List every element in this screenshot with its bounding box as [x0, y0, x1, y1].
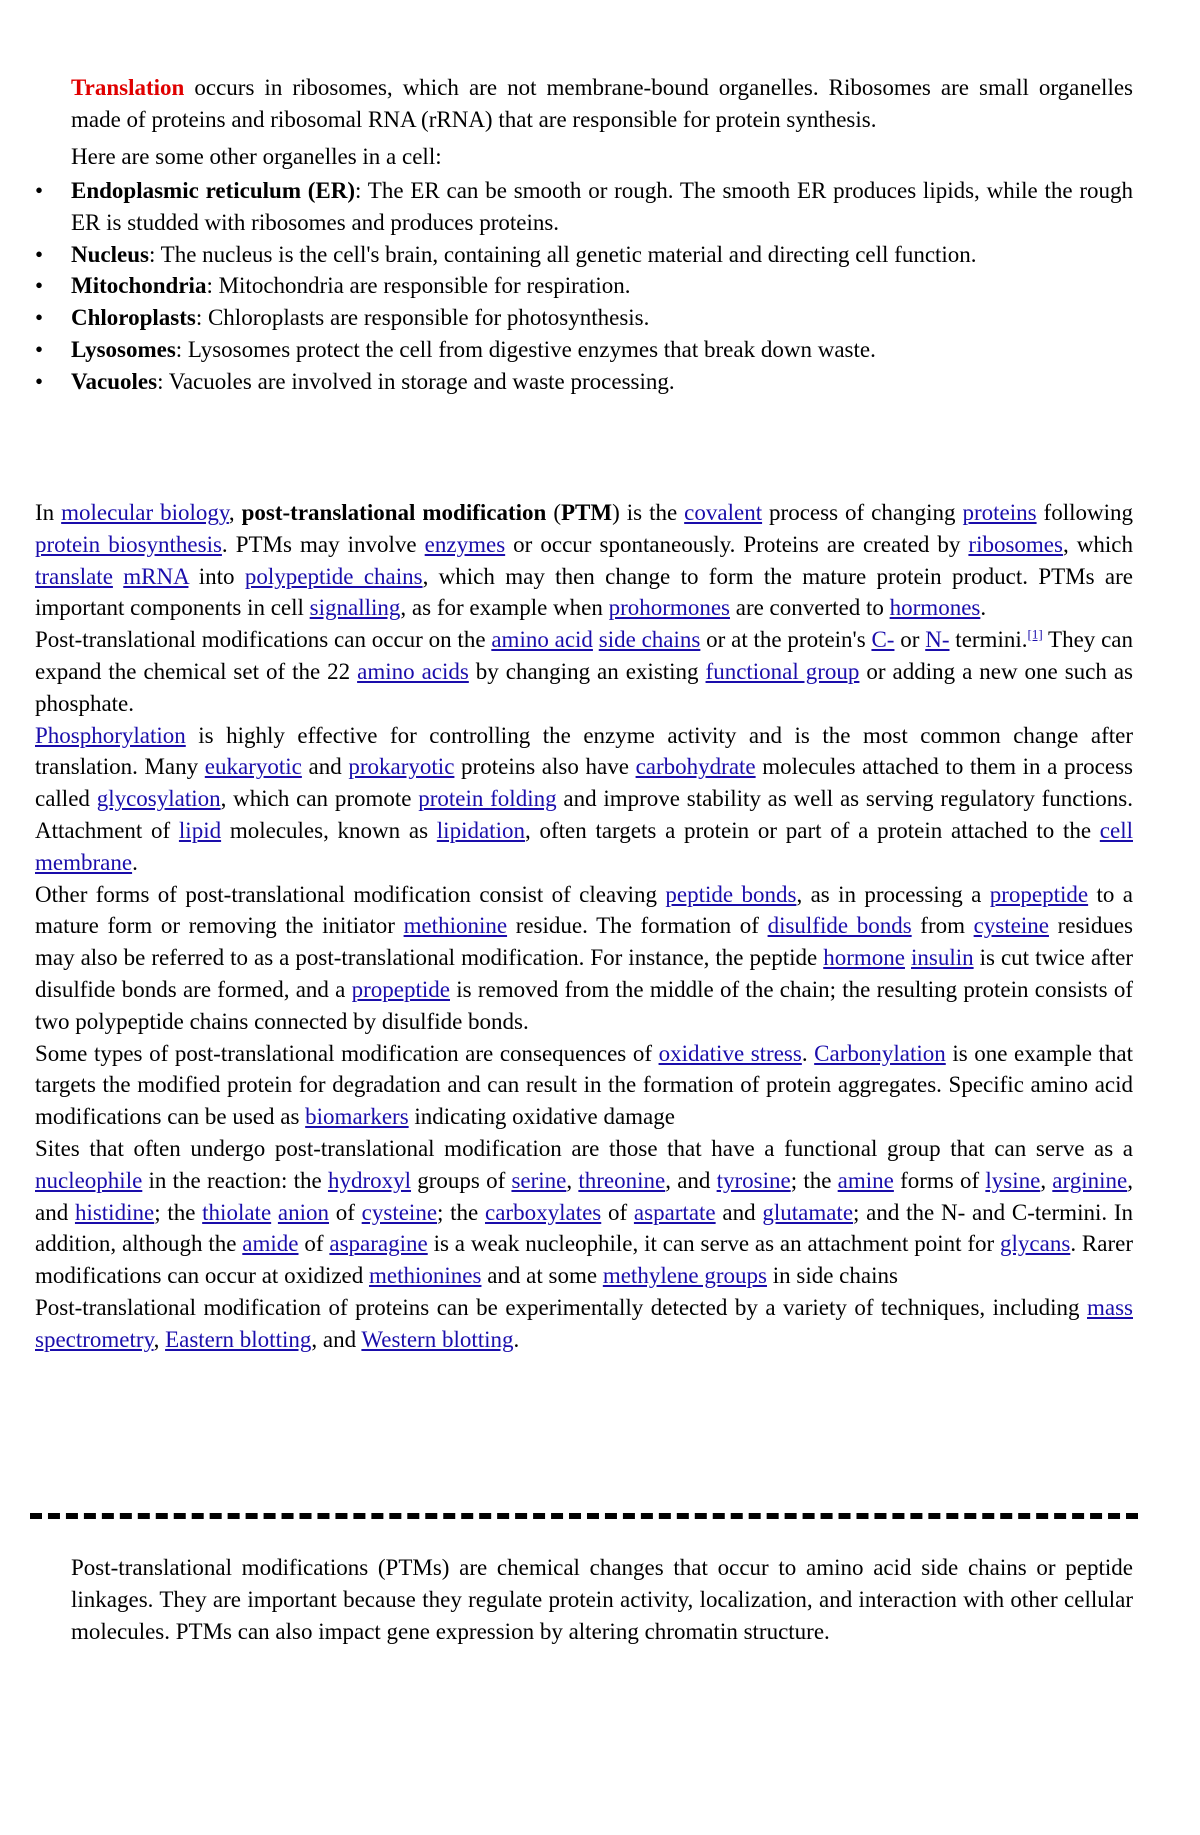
text-run: They can expand the chemical set of the 22 [35, 627, 1134, 684]
text-run: ) is the [612, 500, 685, 525]
text-run: , and [311, 1326, 362, 1352]
text-run: is cut twice after disulfide bonds are formed, and a [35, 945, 1134, 1002]
text-run: . [801, 1040, 815, 1066]
link-glutamate[interactable]: glutamate [762, 1199, 854, 1225]
link-carbohydrate[interactable]: carbohydrate [635, 754, 756, 780]
text-run: of [601, 1199, 634, 1225]
intro-section [71, 72, 1133, 172]
link-peptide-bonds[interactable]: peptide bonds [665, 881, 797, 907]
text-run: ; the [437, 1199, 486, 1225]
text-run: Post-translational modification of proteins can be experimentally detected by a variety of techniques, including [35, 1294, 1087, 1320]
list-item [71, 334, 1133, 366]
link-arginine[interactable]: arginine [1052, 1167, 1128, 1193]
text-run: to a mature form or removing the initiator [35, 881, 1133, 939]
text-run: is one example that targets the modified protein for degradation and can result in the formation of protein aggregates. Specific amino acid modifications can be used as [35, 1040, 1133, 1130]
text-run: groups of [411, 1167, 512, 1193]
intro-text: occurs in ribosomes, which are not membrane-bound organelles. Ribosomes are small organelles made of proteins and ribosomal RNA (rRNA) that are responsible for protein synthesis. [71, 75, 1133, 132]
link-translate[interactable]: translate [35, 563, 113, 589]
text-run: , [566, 1167, 579, 1193]
text-run: , and [665, 1167, 717, 1193]
organelle-term: Chloroplasts [71, 305, 196, 331]
link-functional-group[interactable]: functional group [705, 658, 860, 684]
text-run: and improve stability as well as serving regulatory functions. Attachment of [35, 786, 1133, 843]
text-run: . [513, 1326, 520, 1352]
text-run: , [228, 500, 242, 525]
organelle-term: Endoplasmic reticulum (ER) [71, 178, 356, 203]
link-methionines[interactable]: methionines [369, 1263, 482, 1289]
link-propeptide-2[interactable]: propeptide [351, 976, 450, 1002]
text-run: into [188, 563, 245, 589]
link-enzymes[interactable]: enzymes [424, 531, 506, 557]
link-amide[interactable]: amide [242, 1231, 299, 1257]
text-run: of [298, 1231, 330, 1257]
text-run: are converted to [729, 595, 890, 621]
link-hormones[interactable]: hormones [889, 595, 981, 621]
organelle-desc: : The nucleus is the cell's brain, containing all genetic material and directing cell function. [148, 241, 977, 267]
text-run: , often targets a protein or part of a protein attached to the [524, 817, 1100, 843]
link-methylene-groups[interactable]: methylene groups [602, 1263, 767, 1289]
ptm-paragraph-3 [35, 720, 1133, 879]
text-run [271, 1200, 278, 1225]
text-run: and at some [481, 1263, 603, 1289]
text-run: or adding a new one such as phosphate. [35, 658, 1133, 716]
link-c-terminus[interactable]: C- [871, 627, 895, 653]
text-run: , which can promote [220, 786, 419, 812]
organelle-desc: : The ER can be smooth or rough. The smooth ER produces lipids, while the rough ER is studded with ribosomes and produces proteins. [71, 178, 1134, 235]
organelle-term: Mitochondria [71, 273, 207, 299]
dashed-divider [30, 1513, 1138, 1519]
text-run: process of changing [762, 500, 963, 525]
intro-paragraph [71, 72, 1133, 136]
organelle-desc: : Lysosomes protect the cell from digestive enzymes that break down waste. [175, 336, 876, 362]
text-run: is highly effective for controlling the enzyme activity and is the most common change after translation. Many [35, 722, 1133, 780]
ptm-paragraph-1 [35, 497, 1133, 624]
ptm-section [35, 497, 1133, 1356]
ptm-paragraph-2 [35, 624, 1133, 719]
text-run: . Rarer modifications can occur at oxidized [35, 1231, 1133, 1289]
organelle-term: Nucleus [71, 241, 149, 267]
reference-link[interactable]: [1] [1027, 626, 1043, 642]
organelle-desc: : Chloroplasts are responsible for photosynthesis. [195, 305, 650, 331]
text-run: and [301, 754, 349, 780]
text-run: termini. [949, 627, 1028, 653]
text-run: Post-translational modifications can occur on the [35, 627, 492, 653]
text-run: . PTMs may involve [221, 531, 425, 557]
link-amino-acids[interactable]: amino acids [357, 658, 469, 684]
list-item [71, 302, 1133, 334]
organelles-lead: Here are some other organelles in a cell: [71, 143, 442, 169]
text-run: , [153, 1326, 166, 1352]
link-prokaryotic[interactable]: prokaryotic [348, 754, 455, 780]
link-threonine[interactable]: threonine [578, 1167, 666, 1193]
text-run: of [329, 1199, 362, 1225]
ptm-paragraph-5 [35, 1038, 1133, 1133]
link-phosphorylation[interactable]: Phosphorylation [35, 722, 186, 748]
link-disulfide-bonds[interactable]: disulfide bonds [767, 913, 912, 939]
text-run: proteins also have [454, 754, 636, 780]
link-asparagine[interactable]: asparagine [329, 1231, 428, 1257]
link-carboxylates[interactable]: carboxylates [485, 1199, 602, 1225]
link-prohormones[interactable]: prohormones [608, 595, 730, 621]
text-run: or at the protein's [700, 627, 872, 653]
text-run: by changing an existing [468, 658, 706, 684]
link-amino-acid[interactable]: amino acid [491, 627, 593, 653]
link-glycosylation[interactable]: glycosylation [96, 786, 221, 812]
link-covalent[interactable]: covalent [684, 500, 763, 525]
link-lysine[interactable]: lysine [985, 1167, 1041, 1193]
text-run: indicating oxidative damage [408, 1104, 675, 1130]
list-item [71, 270, 1133, 302]
link-anion[interactable]: anion [277, 1199, 330, 1225]
link-glycans[interactable]: glycans [1000, 1231, 1071, 1257]
link-carbonylation[interactable]: Carbonylation [814, 1040, 946, 1066]
link-mass-spectrometry[interactable]: mass spectrometry [35, 1294, 1133, 1352]
list-item [71, 239, 1133, 271]
link-n-terminus[interactable]: N- [925, 627, 950, 653]
text-run: from [911, 913, 974, 939]
text-run: is a weak nucleophile, it can serve as an attachment point for [427, 1231, 1001, 1257]
text-run: in the reaction: the [142, 1167, 328, 1193]
link-protein-biosynthesis[interactable]: protein biosynthesis [35, 531, 222, 557]
link-aspartate[interactable]: aspartate [633, 1199, 716, 1225]
text-run: , and [35, 1167, 1133, 1225]
text-run [113, 564, 123, 589]
link-biomarkers[interactable]: biomarkers [305, 1104, 409, 1130]
link-hydroxyl[interactable]: hydroxyl [327, 1167, 412, 1193]
link-side-chains[interactable]: side chains [598, 627, 701, 653]
translation-term: Translation [71, 75, 185, 100]
ptm-paragraph-4 [35, 879, 1133, 1038]
bold-term: post-translational modification [241, 500, 547, 525]
organelle-desc: : Vacuoles are involved in storage and waste processing. [157, 368, 675, 394]
link-ribosomes[interactable]: ribosomes [968, 531, 1063, 557]
link-eastern-blotting[interactable]: Eastern blotting [165, 1326, 312, 1352]
text-run: residue. The formation of [507, 913, 768, 939]
text-run: ; the [790, 1167, 838, 1193]
link-cysteine-2[interactable]: cysteine [361, 1199, 438, 1225]
link-cell-membrane[interactable]: cell membrane [35, 817, 1133, 875]
text-run: , which may then change to form the mature protein product. PTMs are important components in cell [35, 563, 1133, 621]
link-nucleophile[interactable]: nucleophile [35, 1167, 143, 1193]
text-run: Sites that often undergo post-translational modification are those that have a functional group that can serve as a [35, 1135, 1133, 1161]
text-run: or occur spontaneously. Proteins are created by [505, 531, 969, 557]
text-run: following [1036, 500, 1134, 525]
text-run: in side chains [766, 1263, 898, 1289]
summary-paragraph: Post-translational modifications (PTMs) are chemical changes that occur to amino acid side chains or peptide linkages. They are important because they regulate protein activity, localization, and interaction with other cellular molecules. PTMs can also impact gene expression by altering chromatin structure. [71, 1555, 1133, 1644]
link-methionine[interactable]: methionine [403, 913, 508, 939]
organelle-list [71, 175, 1133, 398]
link-signalling[interactable]: signalling [309, 595, 401, 621]
link-propeptide[interactable]: propeptide [989, 881, 1089, 907]
link-hormone[interactable]: hormone [823, 945, 905, 971]
link-insulin[interactable]: insulin [911, 945, 974, 971]
organelle-desc: : Mitochondria are responsible for respiration. [206, 273, 631, 299]
link-cysteine[interactable]: cysteine [973, 913, 1049, 939]
text-run: and [715, 1199, 763, 1225]
text-run: forms of [893, 1167, 986, 1193]
list-item [71, 175, 1133, 239]
link-proteins[interactable]: proteins [962, 500, 1037, 525]
text-run: , as for example when [400, 595, 609, 621]
link-protein-folding[interactable]: protein folding [418, 786, 557, 812]
link-eukaryotic[interactable]: eukaryotic [204, 754, 302, 780]
bold-term: PTM [561, 500, 613, 525]
text-run: . [980, 595, 987, 621]
ptm-paragraph-7 [35, 1292, 1133, 1356]
text-run: , [1040, 1167, 1053, 1193]
text-run: is removed from the middle of the chain; the resulting protein consists of two polypeptide chains connected by disulfide bonds. [35, 976, 1133, 1034]
ptm-paragraph-6 [35, 1133, 1133, 1292]
text-run: ; and the N- and C-termini. In addition, although the [35, 1199, 1133, 1257]
text-run: , which [1062, 531, 1133, 557]
text-run: Other forms of post-translational modification consist of cleaving [35, 881, 666, 907]
link-amine[interactable]: amine [837, 1167, 894, 1193]
text-run: Some types of post-translational modification are consequences of [35, 1040, 659, 1066]
link-mrna[interactable]: mRNA [123, 563, 189, 589]
link-molecular-biology[interactable]: molecular biology [61, 500, 229, 525]
link-oxidative-stress[interactable]: oxidative stress [658, 1040, 802, 1066]
link-tyrosine[interactable]: tyrosine [716, 1167, 791, 1193]
text-run: ; the [154, 1199, 203, 1225]
link-polypeptide-chains[interactable]: polypeptide chains [244, 563, 423, 589]
text-run: molecules attached to them in a process called [35, 754, 1133, 812]
list-item [71, 366, 1133, 398]
link-serine[interactable]: serine [511, 1167, 567, 1193]
text-run: molecules, known as [221, 817, 437, 843]
organelle-term: Lysosomes [71, 336, 176, 362]
link-lipidation[interactable]: lipidation [436, 817, 525, 843]
text-run: or [894, 627, 926, 653]
link-lipid[interactable]: lipid [178, 817, 222, 843]
text-run: , as in processing a [796, 881, 990, 907]
organelle-term: Vacuoles [71, 368, 158, 394]
link-thiolate[interactable]: thiolate [202, 1199, 272, 1225]
text-run: . [132, 849, 138, 875]
text-run: residues may also be referred to as a post-translational modification. For instance, the peptide [35, 913, 1133, 971]
text-run: In [35, 500, 62, 525]
link-histidine[interactable]: histidine [74, 1199, 155, 1225]
text-run: ( [546, 500, 561, 525]
link-western-blotting[interactable]: Western blotting [361, 1326, 514, 1352]
